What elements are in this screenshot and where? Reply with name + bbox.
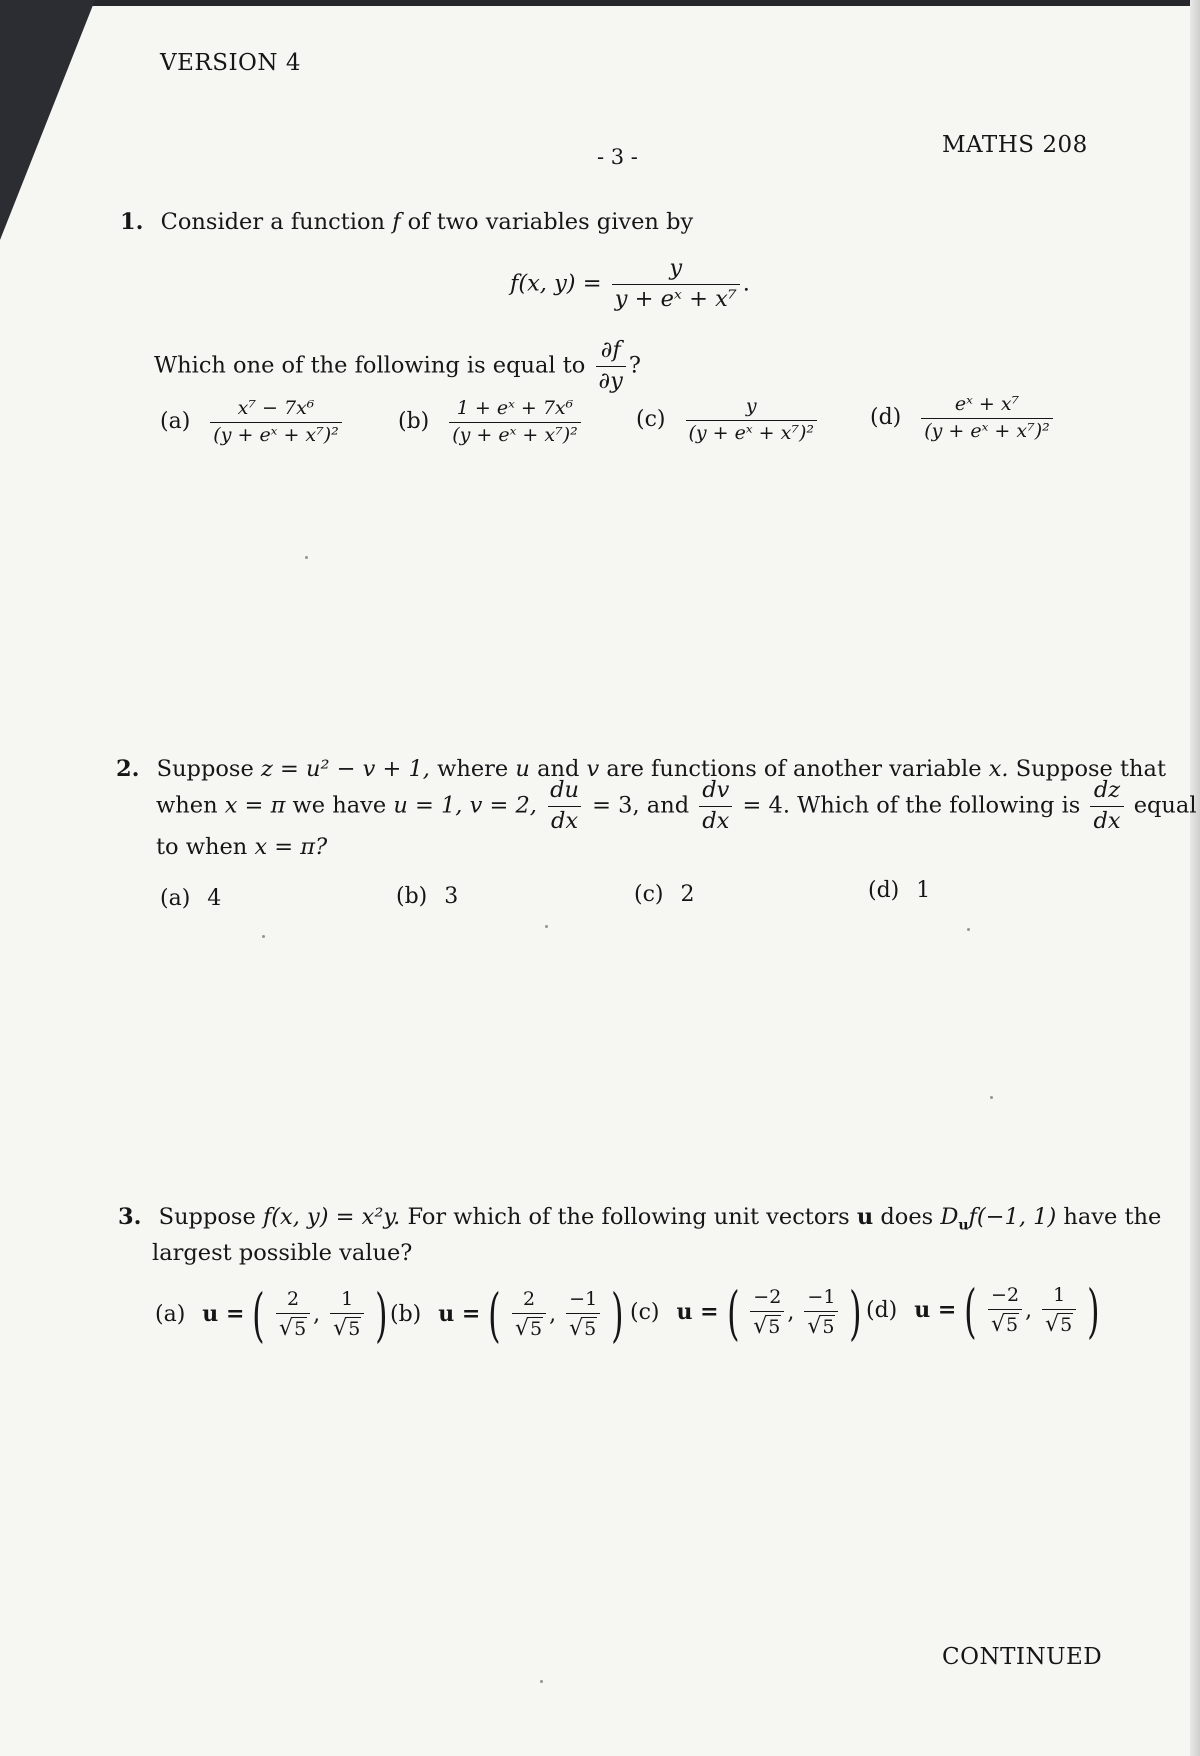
q3-choice-d[interactable]: (d) u = ( $\frac{-2}{√5}$ , $\frac{1}{√5}$ ) [866,1277,1100,1345]
q2-number: 2. [116,756,140,782]
q3-line-1: 3. Suppose f(x, y) = x²y. For which of the following unit vectors u does $D_uf(-1$, 1) have the [118,1204,1162,1234]
q3-choice-b[interactable]: (b) u = ( $\frac{2}{√5}$ , $\frac{-1}{√5}$ ) [390,1281,624,1349]
q1-choice-a[interactable]: (a) $\frac{\text{x⁷ − 7x⁶}}{\text{(y + eˣ + x⁷)²}}$ [160,398,345,447]
q1-choice-c[interactable]: (c) $\frac{y}{\text{(y + eˣ + x⁷)²}}$ [636,396,820,445]
q1-function-definition: f(x, y) = $\frac{y}{\text{y + eˣ + x⁷}}$ . [510,255,750,312]
q2-du-dx: $\frac{du}{dx}$ [547,778,582,835]
q2-choice-d[interactable]: (d) 1 [868,878,931,903]
q1-choice-d[interactable]: (d) $\frac{\text{eˣ + x⁷}}{\text{(y + eˣ + x⁷)²}}$ [870,394,1056,443]
q2-dv-dx: $\frac{dv}{dx}$ [699,778,732,835]
course-code: MATHS 208 [942,132,1088,158]
q2-line-2: when x = π we have u = 1, v = 2, $\frac{du}{dx}$ = 3, and $\frac{dv}{dx}$ = 4. Which of the following is $\frac{dz}{dx}$ equal [156,777,1197,834]
continued-footer: CONTINUED [942,1644,1103,1670]
q1-partial-derivative: $\frac{\partial f}{\partial y}$ [596,338,626,395]
q3-line-2: largest possible value? [152,1240,413,1266]
scan-edge-top [0,0,1200,6]
q3-choice-c[interactable]: (c) u = ( $\frac{-2}{√5}$ , $\frac{-1}{√5}$ ) [630,1279,863,1347]
scan-edge-right [1190,0,1200,1756]
q1-choice-b[interactable]: (b) $\frac{\text{1 + eˣ + 7x⁶}}{\text{(y + eˣ + x⁷)²}}$ [398,398,584,447]
q2-choice-b[interactable]: (b) 3 [396,884,459,909]
q1-question: Which one of the following is equal to $\frac{\partial f}{\partial y}$ ? [154,337,641,394]
page-number: - 3 - [597,145,638,169]
q2-dz-dx: $\frac{dz}{dx}$ [1090,778,1123,835]
scan-speck [545,925,548,928]
version-label: VERSION 4 [160,50,301,76]
q1-function-fraction: $\frac{y}{\text{y + eˣ + x⁷}}$ [612,256,740,313]
q1-intro: 1. Consider a function f of two variables given by [120,209,694,235]
scan-speck [990,1096,993,1099]
scan-speck [967,928,970,931]
scan-speck [262,935,265,938]
q2-line-1: 2. Suppose z = u² − v + 1, where u and v are functions of another variable x. Suppose that [116,756,1166,782]
q2-choice-a[interactable]: (a) 4 [160,886,222,911]
scan-speck [540,1680,543,1683]
q1-number: 1. [120,209,144,235]
q3-choice-a[interactable]: (a) u = ( $\frac{2}{√5}$ , $\frac{1}{√5}$ ) [155,1281,388,1349]
scan-speck [305,556,308,559]
q2-choice-c[interactable]: (c) 2 [634,882,695,907]
scan-corner-shadow [0,0,95,240]
q2-line-3: to when x = π? [156,834,328,860]
q3-number: 3. [118,1204,142,1230]
